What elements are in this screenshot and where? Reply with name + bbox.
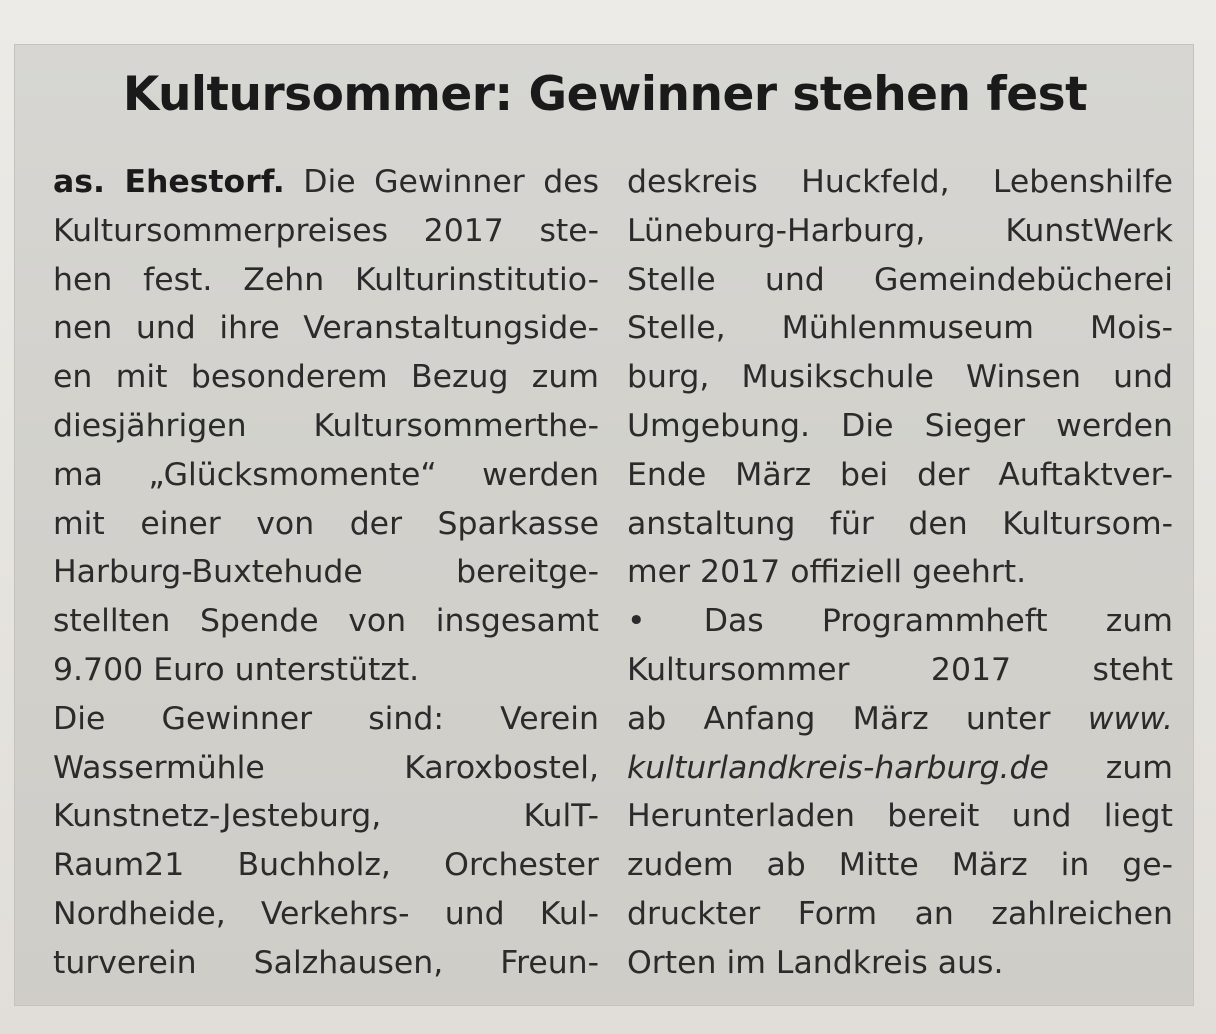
article-text: hen fest. Zehn Kulturinstitutio- — [53, 261, 599, 298]
article-line — [627, 939, 1173, 988]
article-line — [53, 256, 599, 305]
article-text: Nordheide, Verkehrs- und Kul- — [53, 895, 599, 932]
article-text: mer 2017 offiziell geehrt. — [627, 554, 1027, 591]
article-line — [53, 597, 599, 646]
article-text: Kunstnetz-Jesteburg, KulT- — [53, 798, 599, 835]
article-line — [627, 646, 1173, 695]
article-line — [627, 500, 1173, 549]
article-text: ab Anfang März unter — [627, 700, 1088, 737]
article-line — [53, 353, 599, 402]
article-text: stellten Spende von insgesamt — [53, 603, 599, 640]
article-line — [53, 695, 599, 744]
article-line — [627, 744, 1173, 793]
article-line — [53, 451, 599, 500]
article-text: burg, Musikschule Winsen und — [627, 359, 1173, 396]
article-line — [627, 890, 1173, 939]
article-column-left — [53, 158, 599, 988]
article-line — [627, 304, 1173, 353]
article-frame — [14, 44, 1194, 1006]
article-url: www. — [1087, 700, 1173, 737]
article-text: mit einer von der Sparkasse — [53, 505, 599, 542]
article-text: Kultursommerpreises 2017 ste- — [53, 212, 599, 249]
article-text: • Das Programmheft zum — [627, 603, 1173, 640]
article-text: zudem ab Mitte März in ge- — [627, 847, 1173, 884]
article-text: anstaltung für den Kultursom- — [627, 505, 1173, 542]
article-text: 9.700 Euro unterstützt. — [53, 651, 420, 688]
article-line — [53, 939, 599, 988]
article-text: Die Gewinner sind: Verein — [53, 700, 599, 737]
article-line — [53, 158, 599, 207]
article-line — [53, 792, 599, 841]
article-line — [627, 256, 1173, 305]
article-line — [627, 207, 1173, 256]
article-text: Ende März bei der Auftaktver- — [627, 456, 1173, 493]
article-line — [627, 451, 1173, 500]
article-text: Orten im Landkreis aus. — [627, 944, 1004, 981]
article-text: druckter Form an zahlreichen — [627, 895, 1173, 932]
article-headline: Kultursommer: Gewinner stehen fest — [122, 67, 1088, 122]
article-line — [627, 792, 1173, 841]
article-line — [53, 548, 599, 597]
article-line — [53, 207, 599, 256]
article-line — [53, 744, 599, 793]
article-text: Kultursommer 2017 steht — [627, 651, 1173, 688]
article-line — [627, 158, 1173, 207]
article-line — [627, 695, 1173, 744]
article-text: Harburg-Buxtehude bereitge- — [53, 554, 599, 591]
article-text: deskreis Huckfeld, Lebenshilfe — [627, 164, 1173, 200]
article-column-right — [627, 158, 1173, 988]
article-line — [53, 500, 599, 549]
article-dateline: as. Ehestorf. — [53, 164, 285, 200]
article-line — [53, 841, 599, 890]
article-line — [53, 402, 599, 451]
article-text: nen und ihre Veranstaltungside- — [53, 310, 599, 347]
article-text: ma „Glücksmomente“ werden — [53, 456, 599, 493]
article-line — [53, 304, 599, 353]
article-line — [627, 548, 1173, 597]
article-text: Wassermühle Karoxbostel, — [53, 749, 599, 786]
article-line — [627, 402, 1173, 451]
article-text: en mit besonderem Bezug zum — [53, 359, 599, 396]
article-line — [53, 646, 599, 695]
article-text: zum — [1048, 749, 1173, 786]
article-url: kulturlandkreis-harburg.de — [627, 749, 1049, 786]
article-text: Die Gewinner des — [284, 164, 599, 200]
article-text: Umgebung. Die Sieger werden — [627, 407, 1173, 444]
article-text: Herunterladen bereit und liegt — [627, 798, 1173, 835]
article-text: Stelle und Gemeindebücherei — [627, 261, 1173, 298]
article-text: Lüneburg-Harburg, KunstWerk — [627, 212, 1173, 249]
article-line — [627, 841, 1173, 890]
article-line — [53, 890, 599, 939]
article-text: turverein Salzhausen, Freun- — [53, 944, 599, 981]
article-text: Stelle, Mühlenmuseum Mois- — [627, 310, 1173, 347]
article-line — [627, 597, 1173, 646]
article-text: diesjährigen Kultursommerthe- — [53, 407, 599, 444]
article-text: Raum21 Buchholz, Orchester — [53, 847, 599, 884]
article-line — [627, 353, 1173, 402]
